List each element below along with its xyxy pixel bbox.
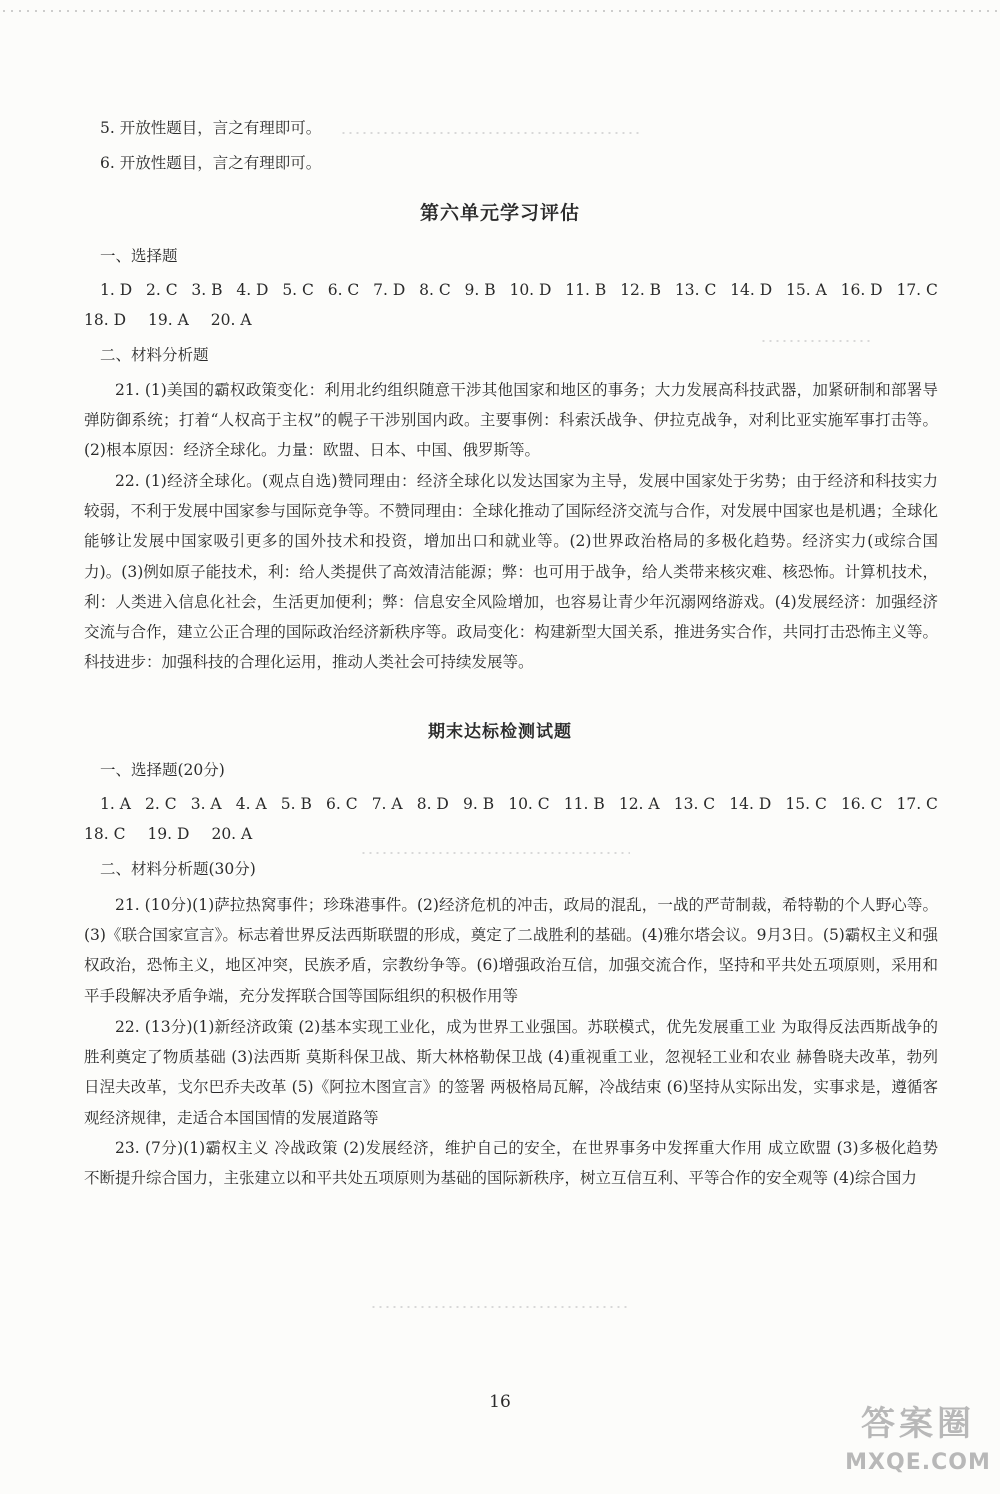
answer-item: 9. B [462,795,495,813]
answer-item: 2. C [145,281,178,299]
answer-item: 4. D [236,281,269,299]
answer-item: 6. C [326,795,358,813]
unit6-ma-heading: 二、材料分析题 [100,346,209,364]
answer-item: 5. C [282,281,314,299]
answer-item: 1. A [100,795,131,813]
final-ma-heading: 二、材料分析题(30分) [100,860,256,878]
answer-item: 8. C [419,281,451,299]
watermark-bottom-text: MXQE.COM [845,1450,991,1475]
unit6-mc-row1 [100,275,938,305]
unit6-mc-answers [84,275,938,335]
answer-item: 12. A [618,795,660,813]
answer-item: 17. C [896,795,938,813]
answer-item: 6. C [327,281,360,299]
answer-item: 18. C [84,825,126,843]
answer-item: 7. A [371,795,403,813]
scan-smudge [760,340,870,342]
answer-item: 10. C [508,795,550,813]
answer-item: 19. D [147,825,190,843]
answer-item: 20. A [210,311,252,329]
answer-item: 16. C [840,795,883,813]
answer-item: 1. D [100,281,133,299]
final-q21-answer: 21. (10分)(1)萨拉热窝事件；珍珠港事件。(2)经济危机的冲击，政局的混乱，一战的严苛制裁，希特勒的个人野心等。(3)《联合国家宣言》。标志着世界反法西斯联盟的形成，奠定了二战胜利的基础。(4)雅尔塔会议。9月3日。(5)霸权主义和强权政治，恐怖主义，地区冲突，民族矛盾，宗教纷争等。(6)增强政治互信，加强交流合作，坚持和平共处五项原则，采用和平手段解决矛盾争端，充分发挥联合国等国际组织的积极作用等 [84,896,938,1005]
scan-smudge [360,852,630,854]
final-mc-row2 [84,819,938,849]
answer-item: 18. D [84,311,127,329]
answer-line-5: 5. 开放性题目，言之有理即可。 [100,119,322,137]
watermark-logo [838,1400,998,1488]
answer-item: 13. C [674,281,717,299]
answer-item: 12. B [620,281,662,299]
answer-item: 2. C [145,795,177,813]
page-number: 16 [489,1392,511,1412]
answer-item: 17. C [896,281,938,299]
answer-item: 14. D [730,281,773,299]
unit6-q22-answer: 22. (1)经济全球化。(观点自选)赞同理由：经济全球化以发达国家为主导，发展中国家处于劣势；由于经济和科技实力较弱，不利于发展中国家参与国际竞争等。不赞同理由：全球化推动了国际经济交流与合作，对发展中国家也是机遇；全球化能够让发展中国家吸引更多的国外技术和投资，增加出口和就业等。(2)世界政治格局的多极化趋势。经济实力(或综合国力)。(3)例如原子能技术，利：给人类提供了高效清洁能源；弊：也可用于战争，给人类带来核灾难、核恐怖。计算机技术，利：人类进入信息化社会，生活更加便利；弊：信息安全风险增加，也容易让青少年沉溺网络游戏。(4)发展经济：加强经济交流与合作，建立公正合理的国际政治经济新秩序等。政局变化：构建新型大国关系，推进务实合作，共同打击恐怖主义等。科技进步：加强科技的合理化运用，推动人类社会可持续发展等。 [84,472,938,672]
answer-item: 10. D [509,281,552,299]
unit6-mc-heading: 一、选择题 [100,247,178,265]
answer-item: 14. D [729,795,772,813]
answer-item: 11. B [563,795,605,813]
answer-item: 7. D [373,281,406,299]
final-q22-answer: 22. (13分)(1)新经济政策 (2)基本实现工业化，成为世界工业强国。苏联模式，优先发展重工业 为取得反法西斯战争的胜利奠定了物质基础 (3)法西斯 莫斯科保卫战、斯大林格勒保卫战 (4)重视重工业，忽视轻工业和农业 赫鲁晓夫改革，勃列日涅夫改革，戈尔巴乔夫改革 (5)《阿拉木图宣言》的签署 两极格局瓦解，冷战结束 (6)坚持从实际出发，实事求是，遵循客观经济规律，走适合本国国情的发展道路等 [84,1018,938,1127]
final-mc-row1 [100,789,938,819]
answer-item: 16. D [840,281,883,299]
answer-item: 4. A [235,795,267,813]
answer-line-6: 6. 开放性题目，言之有理即可。 [100,154,322,172]
top-dotted-border [0,10,1000,12]
final-q23-answer: 23. (7分)(1)霸权主义 冷战政策 (2)发展经济，维护自己的安全，在世界事务中发挥重大作用 成立欧盟 (3)多极化趋势 不断提升综合国力，主张建立以和平共处五项原则为基础的国际新秩序，树立互信互利、平等合作的安全观等 (4)综合国力 [84,1139,938,1188]
scan-smudge [340,132,640,134]
section-title-unit6: 第六单元学习评估 [419,202,580,224]
answer-item: 20. A [211,825,253,843]
section-title-final-exam: 期末达标检测试题 [428,722,572,742]
answer-item: 3. B [191,281,223,299]
answer-item: 19. A [148,311,189,329]
answer-item: 11. B [565,281,607,299]
answer-item: 3. A [190,795,222,813]
answer-item: 13. C [673,795,716,813]
answer-item: 9. B [464,281,496,299]
answer-item: 5. B [280,795,312,813]
unit6-mc-row2 [84,305,938,335]
answer-item: 8. D [416,795,449,813]
scan-smudge [370,1306,630,1308]
final-mc-answers [84,789,938,849]
answer-item: 15. C [785,795,827,813]
answer-item: 15. A [786,281,827,299]
watermark-top-text: 答案圈 [861,1404,975,1444]
unit6-q21-answer: 21. (1)美国的霸权政策变化：利用北约组织随意干涉其他国家和地区的事务；大力发展高科技武器，加紧研制和部署导弹防御系统；打着“人权高于主权”的幌子干涉别国内政。主要事例：科索沃战争、伊拉克战争，对利比亚实施军事打击等。(2)根本原因：经济全球化。力量：欧盟、日本、中国、俄罗斯等。 [84,381,938,460]
final-mc-heading: 一、选择题(20分) [100,761,225,779]
